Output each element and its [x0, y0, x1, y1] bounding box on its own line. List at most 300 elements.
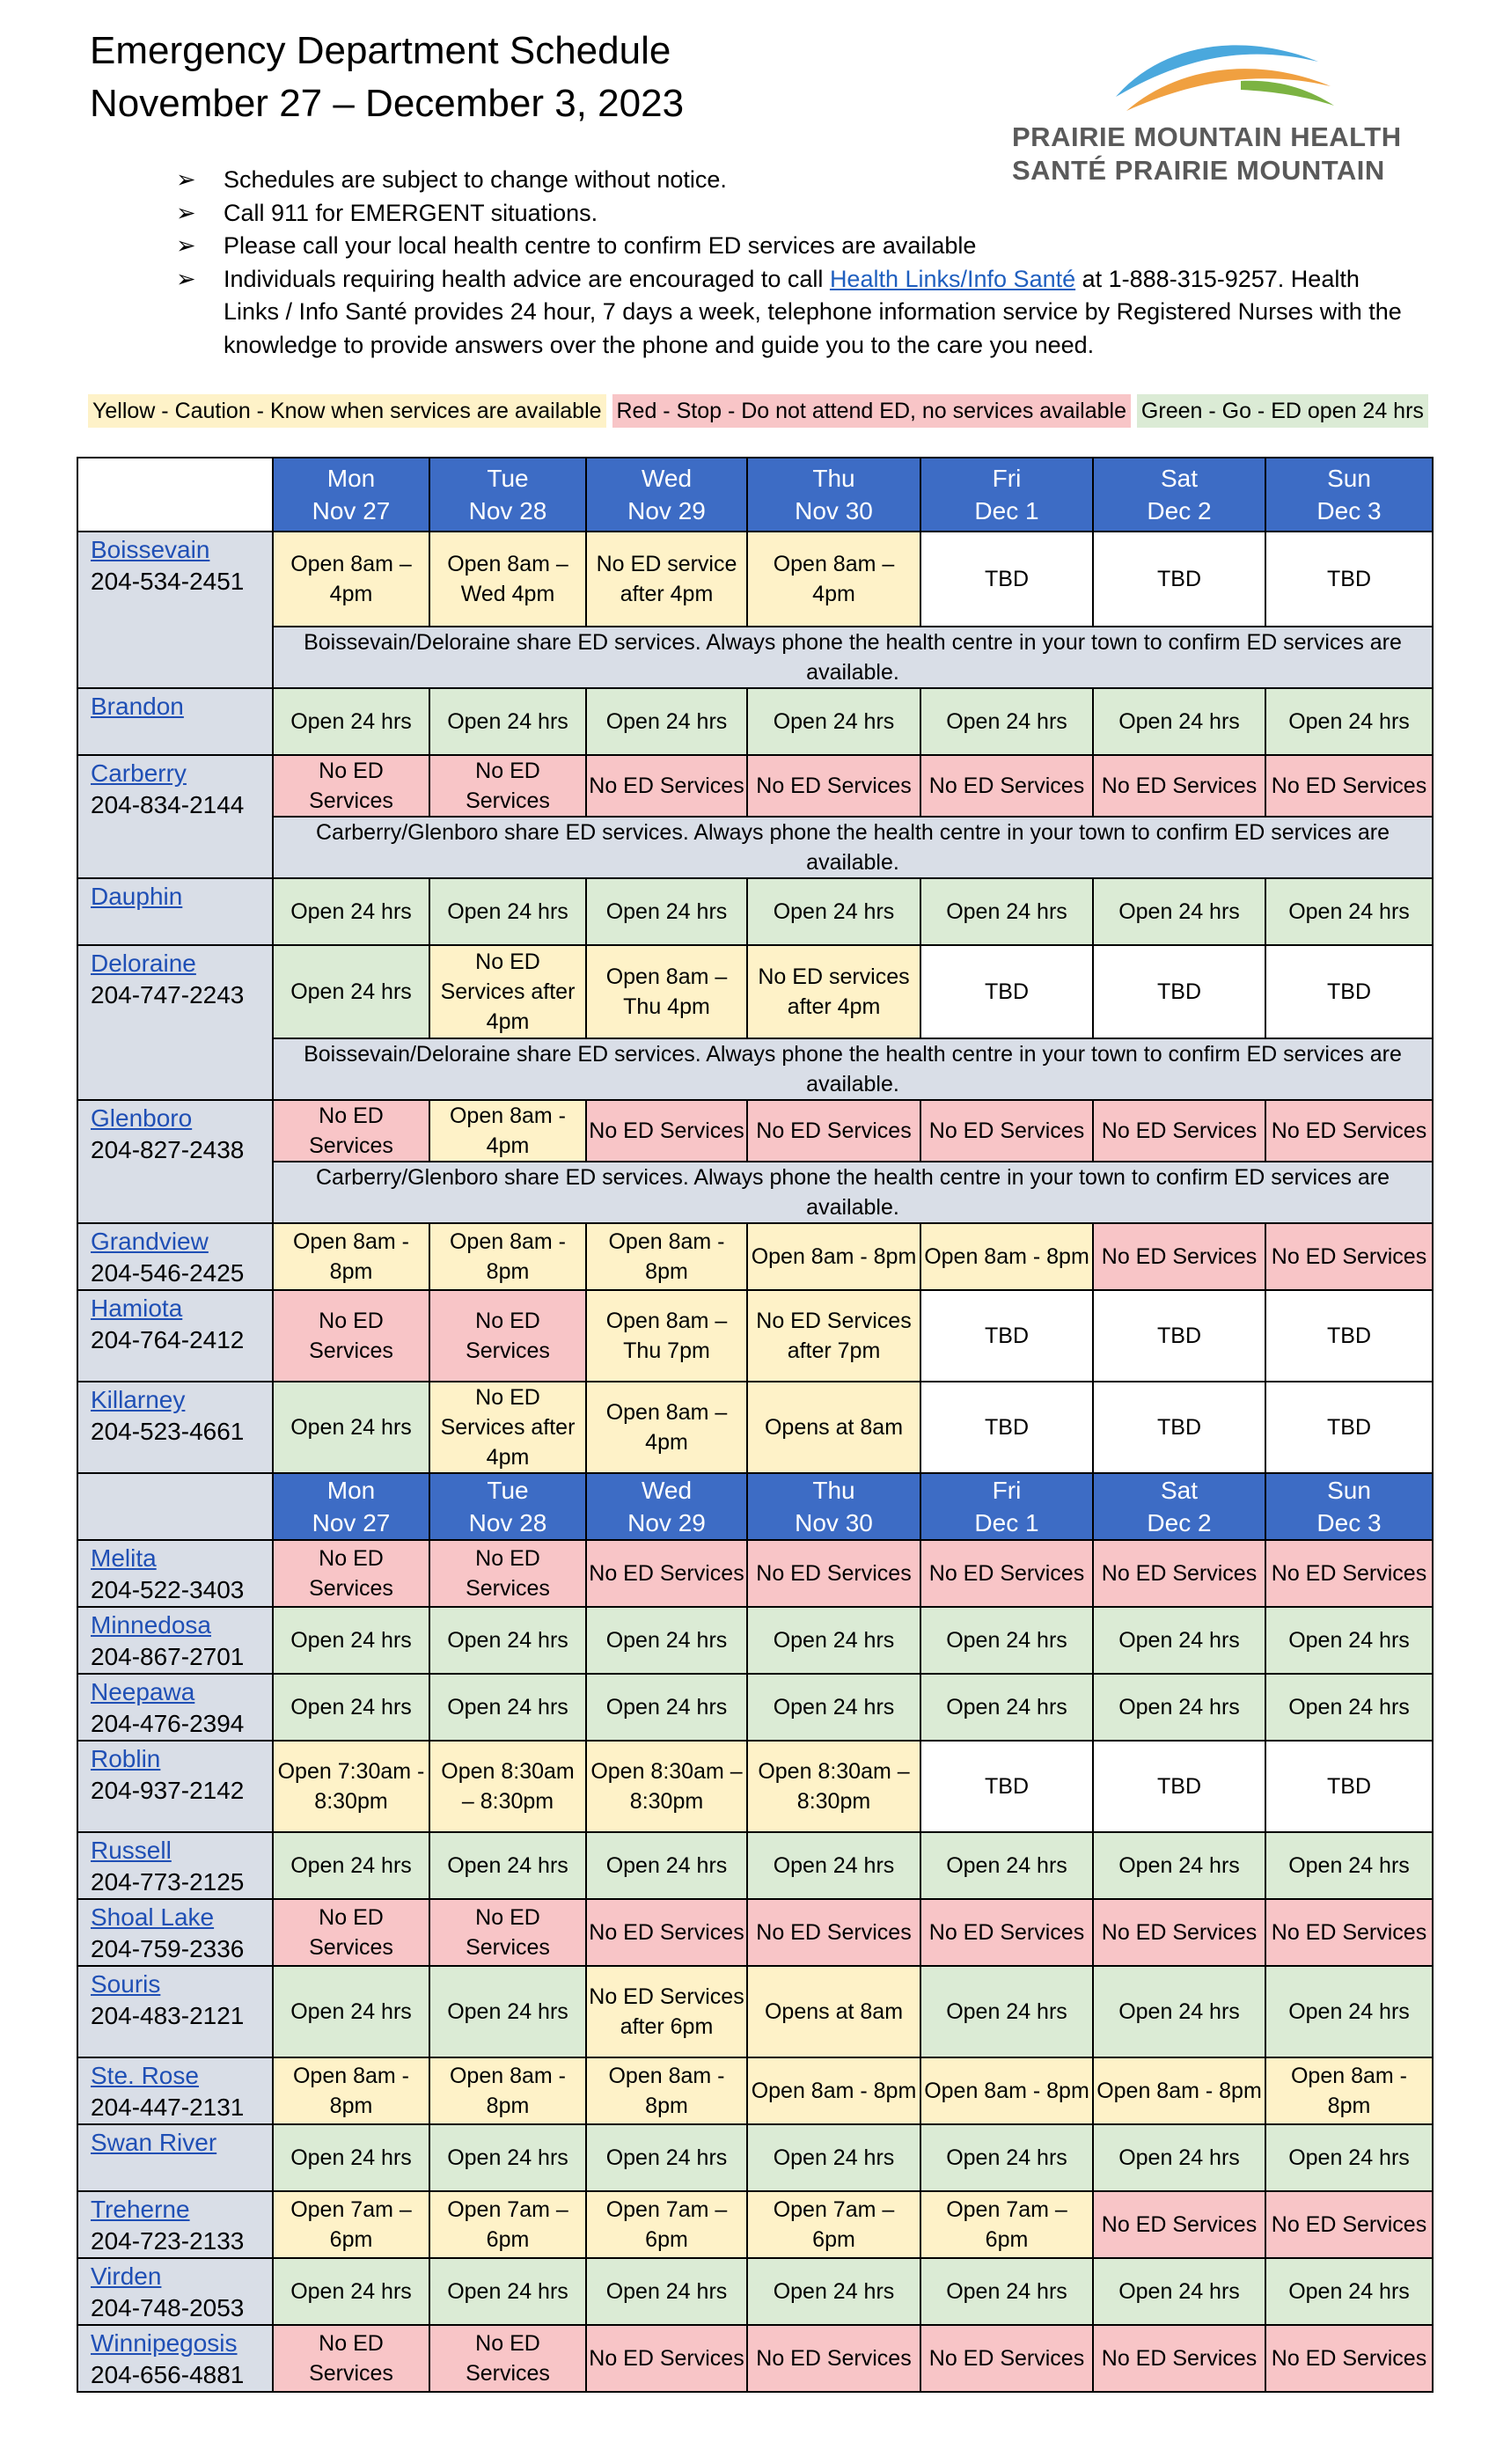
table-row [77, 2191, 1433, 2258]
day-header-cell [586, 1473, 747, 1540]
day-date: Dec 1 [974, 497, 1039, 524]
day-date: Nov 27 [312, 497, 391, 524]
status-cell: Open 24 hrs [920, 1966, 1093, 2057]
status-cell: No ED Services [273, 1540, 429, 1607]
status-cell: Open 8am - 8pm [586, 2057, 747, 2124]
day-header-cell [747, 1473, 920, 1540]
site-phone: 204-937-2142 [91, 1777, 245, 1804]
status-cell: No ED Services [920, 1100, 1093, 1162]
arrow-bullet-icon: ➢ [176, 166, 196, 193]
status-cell: No ED Services [586, 1100, 747, 1162]
status-cell: Open 24 hrs [1093, 2258, 1265, 2325]
site-link[interactable]: Carberry [91, 759, 187, 787]
status-cell: Open 24 hrs [429, 878, 586, 945]
day-name: Wed [641, 1477, 693, 1504]
status-cell: Open 8am - 8pm [920, 2057, 1093, 2124]
status-cell: Open 8am – Thu 7pm [586, 1290, 747, 1382]
status-cell: No ED Services after 6pm [586, 1966, 747, 2057]
status-cell: Open 24 hrs [273, 878, 429, 945]
notice-item [176, 263, 1408, 363]
day-date: Nov 30 [795, 1509, 873, 1536]
status-cell: Open 24 hrs [429, 1966, 586, 2057]
status-cell: No ED Services [920, 1540, 1093, 1607]
title-line-1: Emergency Department Schedule [90, 29, 671, 72]
status-cell: Open 24 hrs [273, 1674, 429, 1741]
status-cell: TBD [920, 1382, 1093, 1473]
status-cell: Open 24 hrs [1265, 2124, 1433, 2191]
day-date: Dec 3 [1316, 497, 1382, 524]
day-date: Nov 28 [468, 1509, 547, 1536]
status-cell: TBD [1093, 1382, 1265, 1473]
site-phone: 204-747-2243 [91, 981, 245, 1008]
site-phone: 204-723-2133 [91, 2227, 245, 2255]
site-link[interactable]: Minnedosa [91, 1611, 211, 1639]
site-phone: 204-764-2412 [91, 1326, 245, 1353]
status-cell: Open 24 hrs [747, 2124, 920, 2191]
status-cell: No ED Services [273, 2325, 429, 2392]
table-row [77, 1899, 1433, 1966]
table-row [77, 1741, 1433, 1832]
day-header-cell [429, 1473, 586, 1540]
table-row [77, 1223, 1433, 1290]
status-cell: Open 24 hrs [273, 1382, 429, 1473]
status-cell: Open 24 hrs [586, 688, 747, 755]
site-phone: 204-773-2125 [91, 1868, 245, 1896]
legend-red: Red - Stop - Do not attend ED, no services available [612, 394, 1131, 428]
site-link[interactable]: Neepawa [91, 1678, 195, 1705]
site-link[interactable]: Dauphin [91, 883, 183, 910]
status-cell: No ED Services [1093, 2325, 1265, 2392]
day-date: Nov 30 [795, 497, 873, 524]
status-cell: No ED Services [1265, 2325, 1433, 2392]
status-cell: No ED Services [747, 1899, 920, 1966]
day-date: Dec 2 [1147, 497, 1212, 524]
status-cell: Open 24 hrs [747, 878, 920, 945]
day-date: Nov 29 [627, 1509, 706, 1536]
site-phone: 204-483-2121 [91, 2002, 245, 2029]
status-cell: TBD [1093, 1741, 1265, 1832]
site-link[interactable]: Deloraine [91, 950, 196, 977]
table-row [77, 878, 1433, 945]
day-name: Thu [812, 465, 855, 492]
status-cell: Open 24 hrs [586, 1674, 747, 1741]
site-phone: 204-522-3403 [91, 1576, 245, 1603]
status-cell: Open 24 hrs [429, 1832, 586, 1899]
table-row [77, 1966, 1433, 2057]
status-cell: Open 24 hrs [920, 878, 1093, 945]
status-cell: Open 7:30am - 8:30pm [273, 1741, 429, 1832]
site-link[interactable]: Shoal Lake [91, 1903, 215, 1931]
status-cell: Open 24 hrs [1093, 2124, 1265, 2191]
day-date: Nov 29 [627, 497, 706, 524]
status-cell: No ED Services [429, 1540, 586, 1607]
notice-text: Schedules are subject to change without notice. [224, 166, 727, 193]
site-phone: 204-546-2425 [91, 1259, 245, 1287]
site-link[interactable]: Souris [91, 1970, 161, 1998]
day-header-row [77, 458, 1433, 532]
day-name: Sun [1327, 1477, 1371, 1504]
site-name-cell [77, 2325, 273, 2392]
status-cell: No ED Services [1265, 1899, 1433, 1966]
site-link[interactable]: Winnipegosis [91, 2329, 238, 2357]
site-name-cell [77, 1223, 273, 1290]
table-row [77, 688, 1433, 755]
status-cell: Open 24 hrs [1093, 1674, 1265, 1741]
status-cell: Open 8:30am – 8:30pm [429, 1741, 586, 1832]
status-cell: No ED services after 4pm [747, 945, 920, 1038]
status-cell: Open 24 hrs [586, 1607, 747, 1674]
site-link[interactable]: Ste. Rose [91, 2062, 199, 2089]
status-cell: No ED Services [273, 1899, 429, 1966]
status-cell: Open 8am – 4pm [747, 532, 920, 627]
status-cell: TBD [1093, 1290, 1265, 1382]
status-cell: No ED service after 4pm [586, 532, 747, 627]
table-row [77, 2124, 1433, 2191]
status-cell: No ED Services [1265, 755, 1433, 817]
day-name: Sat [1160, 465, 1199, 492]
notice-text: Please call your local health centre to confirm ED services are available [224, 232, 977, 259]
status-cell: No ED Services [586, 1540, 747, 1607]
shared-services-note: Boissevain/Deloraine share ED services. Always phone the health centre in your town to confirm ED services are available. [273, 627, 1433, 688]
site-name-cell [77, 945, 273, 1100]
status-cell: TBD [1093, 532, 1265, 627]
status-cell: Open 8am – Wed 4pm [429, 532, 586, 627]
status-cell: Open 8:30am – 8:30pm [747, 1741, 920, 1832]
status-cell: Open 24 hrs [429, 2258, 586, 2325]
legend-green: Green - Go - ED open 24 hrs [1137, 394, 1428, 428]
status-cell: Open 7am – 6pm [586, 2191, 747, 2258]
shared-services-note: Boissevain/Deloraine share ED services. Always phone the health centre in your town to confirm ED services are available. [273, 1038, 1433, 1100]
site-link[interactable]: Virden [91, 2262, 162, 2290]
shared-services-note-row [77, 627, 1433, 688]
status-cell: Opens at 8am [747, 1966, 920, 2057]
table-row [77, 1540, 1433, 1607]
status-cell: Open 24 hrs [747, 1832, 920, 1899]
status-cell: Open 24 hrs [429, 2124, 586, 2191]
status-cell: TBD [1265, 1741, 1433, 1832]
status-cell: Open 24 hrs [429, 688, 586, 755]
status-cell: Open 8am – 4pm [586, 1382, 747, 1473]
status-cell: Open 24 hrs [1265, 2258, 1433, 2325]
status-cell: Open 8am – 4pm [273, 532, 429, 627]
status-cell: Open 24 hrs [586, 1832, 747, 1899]
status-cell: Open 8am - 8pm [586, 1223, 747, 1290]
table-row [77, 945, 1433, 1038]
status-cell: No ED Services [1093, 1100, 1265, 1162]
site-name-cell [77, 1674, 273, 1741]
status-cell: No ED Services [1265, 2191, 1433, 2258]
site-link[interactable]: Brandon [91, 693, 184, 720]
status-cell: Open 8am - 8pm [273, 2057, 429, 2124]
shared-services-note-row [77, 1038, 1433, 1100]
arrow-bullet-icon: ➢ [176, 199, 196, 226]
site-name-cell [77, 1607, 273, 1674]
status-cell: No ED Services [1093, 1223, 1265, 1290]
day-header-cell [429, 458, 586, 532]
site-name-cell [77, 688, 273, 755]
notice-text-pre: Individuals requiring health advice are encouraged to call [224, 265, 830, 292]
site-name-cell [77, 1290, 273, 1382]
table-row [77, 1607, 1433, 1674]
status-cell: Open 7am – 6pm [273, 2191, 429, 2258]
arrow-bullet-icon: ➢ [176, 232, 196, 259]
site-link[interactable]: Killarney [91, 1386, 186, 1413]
status-cell: No ED Services [1093, 755, 1265, 817]
status-cell: No ED Services [920, 2325, 1093, 2392]
shared-services-note-row [77, 817, 1433, 878]
status-cell: Open 24 hrs [747, 2258, 920, 2325]
status-cell: No ED Services [747, 2325, 920, 2392]
table-row [77, 1674, 1433, 1741]
site-phone: 204-534-2451 [91, 568, 245, 595]
status-cell: Open 7am – 6pm [920, 2191, 1093, 2258]
notice-item [176, 164, 1408, 197]
status-cell: Open 8am - 8pm [1265, 2057, 1433, 2124]
status-cell: No ED Services [273, 1290, 429, 1382]
status-cell: Open 24 hrs [1093, 688, 1265, 755]
header-corner-cell [77, 458, 273, 532]
site-name-cell [77, 755, 273, 878]
status-cell: Open 8am - 8pm [273, 1223, 429, 1290]
schedule-table [77, 457, 1434, 2393]
day-name: Thu [812, 1477, 855, 1504]
day-name: Mon [326, 1477, 376, 1504]
day-header-cell [273, 458, 429, 532]
status-cell: Open 24 hrs [1265, 1966, 1433, 2057]
status-cell: Open 8am - 4pm [429, 1100, 586, 1162]
site-name-cell [77, 2258, 273, 2325]
status-cell: Open 24 hrs [586, 2124, 747, 2191]
site-phone: 204-867-2701 [91, 1643, 245, 1670]
site-name-cell [77, 1899, 273, 1966]
status-cell: No ED Services after 4pm [429, 1382, 586, 1473]
site-name-cell [77, 1832, 273, 1899]
status-cell: No ED Services [429, 755, 586, 817]
day-header-row [77, 1473, 1433, 1540]
status-cell: Open 24 hrs [273, 1607, 429, 1674]
color-legend [88, 394, 1426, 428]
shared-services-note-row [77, 1162, 1433, 1223]
status-cell: TBD [920, 1741, 1093, 1832]
status-cell: No ED Services after 7pm [747, 1290, 920, 1382]
legend-yellow: Yellow - Caution - Know when services are available [88, 394, 606, 428]
site-phone: 204-834-2144 [91, 791, 245, 818]
status-cell: Open 24 hrs [920, 1607, 1093, 1674]
status-cell: Open 24 hrs [920, 1674, 1093, 1741]
status-cell: Open 7am – 6pm [429, 2191, 586, 2258]
status-cell: No ED Services [273, 1100, 429, 1162]
status-cell: No ED Services [920, 1899, 1093, 1966]
day-header-cell [920, 458, 1093, 532]
status-cell: TBD [920, 532, 1093, 627]
site-phone: 204-827-2438 [91, 1136, 245, 1163]
status-cell: No ED Services [1093, 1899, 1265, 1966]
day-header-cell [920, 1473, 1093, 1540]
status-cell: No ED Services [273, 755, 429, 817]
status-cell: Open 8am - 8pm [1093, 2057, 1265, 2124]
status-cell: Open 24 hrs [1093, 1832, 1265, 1899]
health-links-link[interactable]: Health Links/Info Santé [829, 265, 1076, 292]
day-date: Dec 1 [974, 1509, 1039, 1536]
notice-list [176, 164, 1408, 362]
status-cell: Open 24 hrs [920, 2124, 1093, 2191]
table-row [77, 1832, 1433, 1899]
status-cell: Open 8am - 8pm [920, 1223, 1093, 1290]
status-cell: No ED Services [747, 755, 920, 817]
status-cell: Open 24 hrs [273, 2258, 429, 2325]
table-row [77, 1382, 1433, 1473]
status-cell: Open 24 hrs [586, 2258, 747, 2325]
site-link[interactable]: Treherne [91, 2196, 190, 2223]
status-cell: Open 7am – 6pm [747, 2191, 920, 2258]
logo-swoosh-icon [1109, 35, 1338, 120]
status-cell: TBD [920, 945, 1093, 1038]
site-link[interactable]: Grandview [91, 1228, 209, 1255]
notice-text-post: at 1-888-315-9257. Health Links / Info Santé provides 24 hour, 7 days a week, telephone information service by Registered Nurses with the knowledge to provide answers over the phone and guide you to the care you need. [224, 265, 1402, 358]
day-name: Tue [487, 465, 529, 492]
table-row [77, 1290, 1433, 1382]
shared-services-note: Carberry/Glenboro share ED services. Always phone the health centre in your town to confirm ED services are available. [273, 1162, 1433, 1223]
day-header-cell [1265, 458, 1433, 532]
status-cell: Open 24 hrs [1093, 878, 1265, 945]
status-cell: Open 24 hrs [429, 1674, 586, 1741]
site-name-cell [77, 1382, 273, 1473]
status-cell: Open 8am - 8pm [429, 1223, 586, 1290]
site-name-cell [77, 2124, 273, 2191]
site-link[interactable]: Boissevain [91, 536, 210, 563]
status-cell: TBD [920, 1290, 1093, 1382]
status-cell: Open 24 hrs [273, 1966, 429, 2057]
status-cell: Open 24 hrs [273, 1832, 429, 1899]
status-cell: No ED Services [1093, 1540, 1265, 1607]
status-cell: TBD [1265, 945, 1433, 1038]
site-link[interactable]: Roblin [91, 1745, 161, 1772]
logo-text-french: SANTÉ PRAIRIE MOUNTAIN [1012, 155, 1385, 186]
status-cell: Open 24 hrs [920, 2258, 1093, 2325]
site-phone: 204-447-2131 [91, 2094, 245, 2121]
status-cell: No ED Services [747, 1100, 920, 1162]
table-row [77, 532, 1433, 627]
status-cell: Open 24 hrs [747, 1607, 920, 1674]
day-name: Tue [487, 1477, 529, 1504]
table-row [77, 755, 1433, 817]
day-name: Sun [1327, 465, 1371, 492]
table-row [77, 2258, 1433, 2325]
status-cell: Open 24 hrs [1265, 1607, 1433, 1674]
status-cell: Open 8am - 8pm [747, 1223, 920, 1290]
logo-text-english: PRAIRIE MOUNTAIN HEALTH [1012, 121, 1402, 152]
status-cell: Open 24 hrs [920, 1832, 1093, 1899]
status-cell: No ED Services [1265, 1540, 1433, 1607]
status-cell: No ED Services [1093, 2191, 1265, 2258]
site-link[interactable]: Russell [91, 1837, 172, 1864]
site-phone: 204-759-2336 [91, 1935, 245, 1962]
site-phone: 204-523-4661 [91, 1418, 245, 1445]
day-header-cell [1265, 1473, 1433, 1540]
status-cell: TBD [1093, 945, 1265, 1038]
site-name-cell [77, 2057, 273, 2124]
site-name-cell [77, 1741, 273, 1832]
header-corner-cell [77, 1473, 273, 1540]
status-cell: No ED Services [1265, 1223, 1433, 1290]
arrow-bullet-icon: ➢ [176, 265, 196, 292]
status-cell: Open 24 hrs [1265, 688, 1433, 755]
status-cell: Open 24 hrs [1093, 1966, 1265, 2057]
status-cell: Opens at 8am [747, 1382, 920, 1473]
status-cell: Open 8am – Thu 4pm [586, 945, 747, 1038]
notice-text: Call 911 for EMERGENT situations. [224, 199, 598, 226]
site-link[interactable]: Swan River [91, 2129, 217, 2156]
status-cell: No ED Services [920, 755, 1093, 817]
notice-item [176, 197, 1408, 231]
table-row [77, 1100, 1433, 1162]
day-name: Mon [326, 465, 376, 492]
day-date: Nov 27 [312, 1509, 391, 1536]
site-link[interactable]: Hamiota [91, 1294, 183, 1322]
table-row [77, 2057, 1433, 2124]
status-cell: TBD [1265, 532, 1433, 627]
day-date: Dec 3 [1316, 1509, 1382, 1536]
status-cell: Open 8:30am – 8:30pm [586, 1741, 747, 1832]
day-header-cell [1093, 458, 1265, 532]
status-cell: Open 24 hrs [747, 688, 920, 755]
status-cell: Open 24 hrs [1265, 878, 1433, 945]
day-name: Sat [1160, 1477, 1199, 1504]
site-phone: 204-748-2053 [91, 2294, 245, 2321]
status-cell: Open 24 hrs [920, 688, 1093, 755]
site-name-cell [77, 878, 273, 945]
site-phone: 204-476-2394 [91, 1710, 245, 1737]
status-cell: Open 24 hrs [1093, 1607, 1265, 1674]
status-cell: TBD [1265, 1290, 1433, 1382]
status-cell: Open 24 hrs [273, 945, 429, 1038]
site-link[interactable]: Melita [91, 1544, 157, 1572]
day-header-cell [586, 458, 747, 532]
day-name: Fri [992, 1477, 1022, 1504]
status-cell: No ED Services after 4pm [429, 945, 586, 1038]
site-link[interactable]: Glenboro [91, 1104, 193, 1132]
site-phone: 204-656-4881 [91, 2361, 245, 2388]
site-name-cell [77, 1966, 273, 2057]
status-cell: No ED Services [586, 755, 747, 817]
site-name-cell [77, 532, 273, 688]
day-header-cell [273, 1473, 429, 1540]
status-cell: TBD [1265, 1382, 1433, 1473]
status-cell: No ED Services [429, 1290, 586, 1382]
day-name: Wed [641, 465, 693, 492]
status-cell: No ED Services [1265, 1100, 1433, 1162]
notice-item [176, 230, 1408, 263]
status-cell: Open 8am - 8pm [747, 2057, 920, 2124]
status-cell: Open 24 hrs [273, 688, 429, 755]
status-cell: Open 24 hrs [586, 878, 747, 945]
table-row [77, 2325, 1433, 2392]
status-cell: Open 24 hrs [1265, 1832, 1433, 1899]
status-cell: No ED Services [586, 2325, 747, 2392]
shared-services-note: Carberry/Glenboro share ED services. Always phone the health centre in your town to confirm ED services are available. [273, 817, 1433, 878]
day-date: Nov 28 [468, 497, 547, 524]
day-header-cell [747, 458, 920, 532]
day-header-cell [1093, 1473, 1265, 1540]
status-cell: Open 24 hrs [429, 1607, 586, 1674]
day-name: Fri [992, 465, 1022, 492]
status-cell: No ED Services [747, 1540, 920, 1607]
status-cell: Open 24 hrs [273, 2124, 429, 2191]
title-line-2: November 27 – December 3, 2023 [90, 82, 685, 125]
status-cell: Open 24 hrs [1265, 1674, 1433, 1741]
status-cell: No ED Services [429, 1899, 586, 1966]
page-title [90, 25, 684, 130]
